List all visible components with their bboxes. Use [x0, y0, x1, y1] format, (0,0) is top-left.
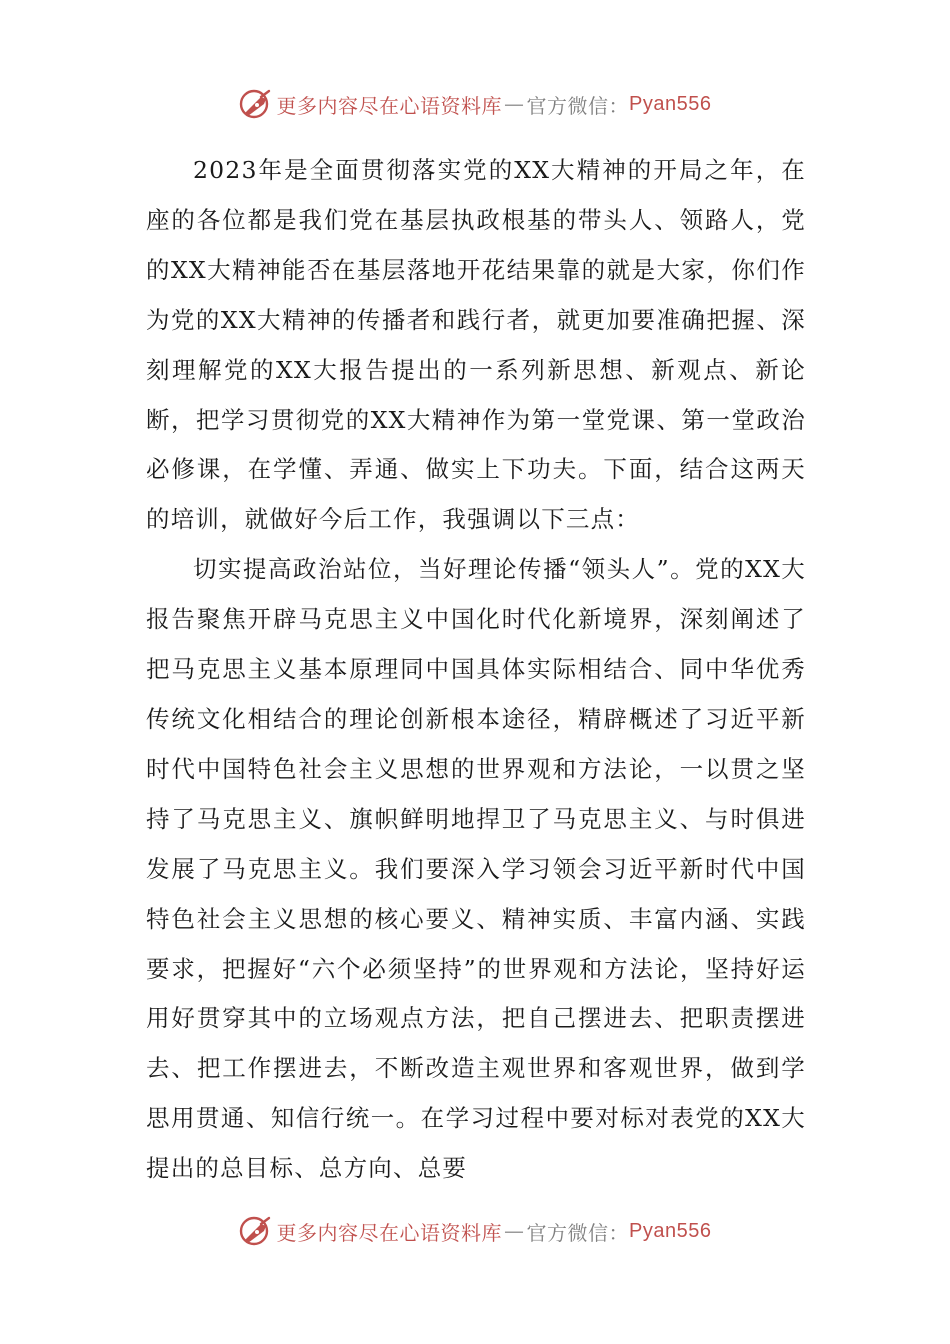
- watermark-official-label: 官方微信：: [526, 93, 630, 118]
- pen-nib-logo-icon: [239, 1214, 273, 1248]
- watermark-wechat-id: Pyan556: [629, 1219, 712, 1242]
- paragraph-intro: 2023年是全面贯彻落实党的XX大精神的开局之年，在座的各位都是我们党在基层执政根基的带头人、领路人，党的XX大精神能否在基层落地开花结果靠的就是大家，你们作为党的XX大精神的传播者和践行者，就更加要准确把握、深刻理解党的XX大报告提出的一系列新思想、新观点、新论断，把学习贯彻党的XX大精神作为第一堂党课、第一堂政治必修课，在学懂、弄通、做实上下功夫。下面，结合这两天的培训，就做好今后工作，我强调以下三点：: [146, 156, 806, 534]
- pen-nib-logo-icon: [239, 87, 273, 121]
- document-body: [146, 146, 806, 1194]
- header-watermark: [0, 84, 950, 124]
- watermark-separator: —: [504, 1219, 525, 1243]
- footer-watermark: [0, 1211, 950, 1251]
- paragraph-point-one: 切实提高政治站位，当好理论传播“领头人”。党的XX大报告聚焦开辟马克思主义中国化时代化新境界，深刻阐述了把马克思主义基本原理同中国具体实际相结合、同中华优秀传统文化相结合的理论创新根本途径，精辟概述了习近平新时代中国特色社会主义思想的世界观和方法论，一以贯之坚持了马克思主义、旗帜鲜明地捍卫了马克思主义、与时俱进发展了马克思主义。我们要深入学习领会习近平新时代中国特色社会主义思想的核心要义、精神实质、丰富内涵、实践要求，把握好“六个必须坚持”的世界观和方法论，坚持好运用好贯穿其中的立场观点方法，把自己摆进去、把职责摆进去、把工作摆进去，不断改造主观世界和客观世界，做到学思用贯通、知信行统一。在学习过程中要对标对表党的XX大提出的总目标、总方向、总要: [146, 555, 806, 1183]
- watermark-official-label: 官方微信：: [526, 1220, 630, 1245]
- watermark-brand: 更多内容尽在心语资料库: [276, 93, 503, 118]
- watermark-brand: 更多内容尽在心语资料库: [276, 1220, 503, 1245]
- watermark-separator: —: [504, 92, 525, 116]
- watermark-wechat-id: Pyan556: [629, 92, 712, 115]
